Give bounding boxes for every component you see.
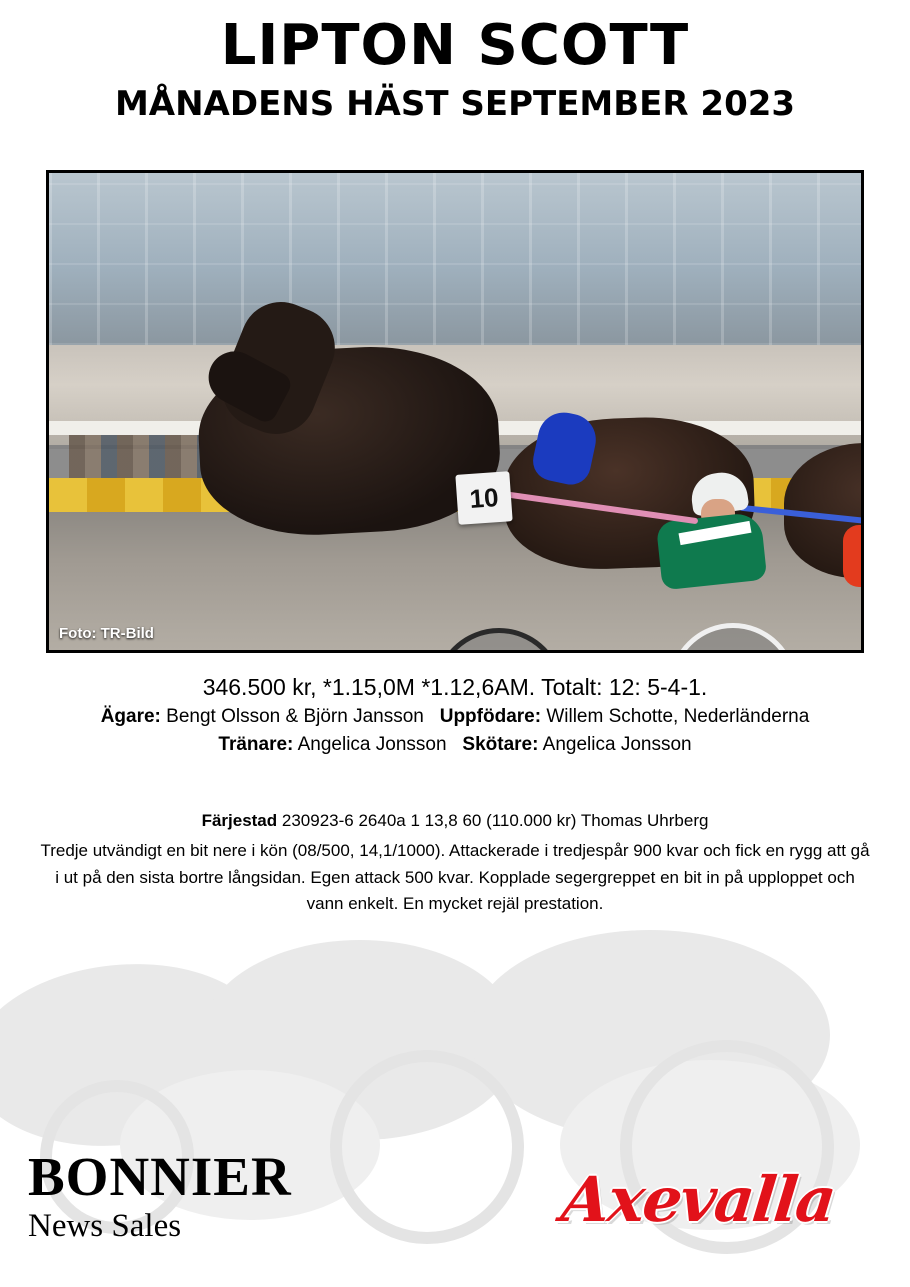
horse-stats [0,672,910,758]
trainer-label: Tränare: [218,733,294,755]
driver-silks [656,512,768,591]
bonnier-wordmark: BONNIER [28,1146,292,1207]
bonnier-tagline: News Sales [28,1208,182,1244]
bonnier-logo [28,1146,292,1244]
page-title-block [0,13,910,124]
owner-breeder-line [0,703,910,731]
sulky-wheel [861,643,864,653]
race-photo [46,170,864,653]
race-details: 230923-6 2640a 1 13,8 60 (110.000 kr) Thomas Uhrberg [281,811,709,830]
footer [0,1146,910,1259]
race-report-text: Tredje utvändigt en bit nere i kön (08/500, 14,1/1000). Attackerade i tredjespår 900 kvar och fick en rygg att gå i ut på den sista bortre långsidan. Egen attack 500 kvar. Kopplade segergreppet en bit in på upploppet och vann enkelt. En mycket rejäl prestation. [40,841,870,914]
breeder-label: Uppfödare: [439,706,542,728]
caretaker-label: Skötare: [462,733,539,755]
page-subtitle: MÅNADENS HÄST SEPTEMBER 2023 [114,84,796,124]
race-report [18,808,892,917]
photo-credit: Foto: TR-Bild [59,625,154,642]
owner-label: Ägare: [100,706,161,728]
breeder-value: Willem Schotte, Nederländerna [546,706,810,728]
race-report-header [18,808,892,834]
axevalla-logo [508,1157,888,1243]
page-title: LIPTON SCOTT [220,13,690,78]
driver-silks [843,525,864,587]
caretaker-value: Angelica Jonsson [542,733,692,755]
saddle-number: 10 [455,471,512,525]
owner-value: Bengt Olsson & Björn Jansson [166,706,424,728]
driver-second [649,473,769,588]
grandstand-glass [49,173,861,345]
trainer-caretaker-line [0,731,910,759]
trainer-value: Angelica Jonsson [297,733,447,755]
race-track-name: Färjestad [201,811,278,830]
axevalla-wordmark: Axevalla [558,1163,838,1236]
earnings-and-records: 346.500 kr, *1.15,0M *1.12,6AM. Totalt: 12: 5-4-1. [202,674,708,700]
driver-third [839,493,864,593]
